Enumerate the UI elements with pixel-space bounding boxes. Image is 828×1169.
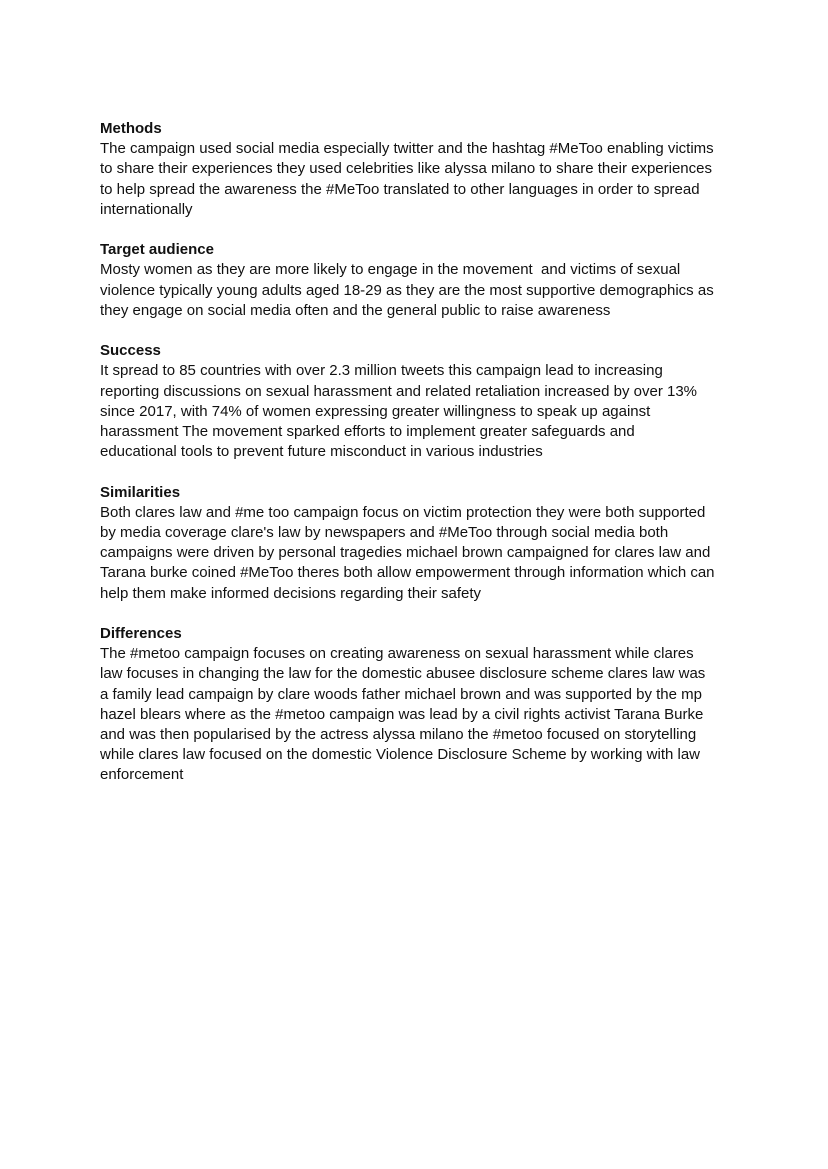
paragraph-line: educational tools to prevent future misconduct in various industries [100, 443, 543, 461]
paragraph-line: they engage on social media often and the general public to raise awareness [100, 301, 611, 319]
paragraph-line: a family lead campaign by clare woods father michael brown and was supported by the mp [100, 685, 702, 703]
section-differences [100, 624, 760, 786]
section-methods [100, 119, 760, 220]
paragraph-line: internationally [100, 200, 193, 218]
paragraph-line: reporting discussions on sexual harassment and related retaliation increased by over 13% [100, 382, 698, 400]
paragraph-line: to help spread the awareness the #MeToo translated to other languages in order to spread [100, 180, 700, 198]
paragraph-line: The #metoo campaign focuses on creating awareness on sexual harassment while clares [100, 645, 694, 663]
section-success [100, 341, 760, 462]
paragraph-line: Both clares law and #me too campaign focus on victim protection they were both supported [100, 503, 706, 521]
paragraph-line: law focuses in changing the law for the domestic abusee disclosure scheme clares law was [100, 665, 706, 683]
section-heading: Success [100, 342, 161, 360]
paragraph-line: The campaign used social media especially twitter and the hashtag #MeToo enabling victims [100, 140, 714, 158]
section-heading: Similarities [100, 483, 181, 501]
document-page [100, 119, 760, 806]
paragraph-line: enforcement [100, 766, 184, 784]
paragraph-line: by media coverage clare's law by newspapers and #MeToo through social media both [100, 524, 669, 542]
paragraph-line: to share their experiences they used celebrities like alyssa milano to share their experiences [100, 160, 712, 178]
section-heading: Methods [100, 120, 162, 137]
paragraph-line: and was then popularised by the actress alyssa milano the #metoo focused on storytelling [100, 726, 697, 744]
section-target-audience [100, 240, 760, 321]
paragraph-line: Mosty women as they are more likely to engage in the movement and victims of sexual [100, 261, 681, 279]
paragraph-line: hazel blears where as the #metoo campaign was lead by a civil rights activist Tarana Burke [100, 705, 704, 723]
paragraph-line: help them make informed decisions regarding their safety [100, 584, 482, 602]
section-heading: Target audience [100, 241, 214, 259]
paragraph-line: It spread to 85 countries with over 2.3 million tweets this campaign lead to increasing [100, 362, 663, 380]
paragraph-line: since 2017, with 74% of women expressing greater willingness to speak up against [100, 402, 651, 420]
paragraph-line: campaigns were driven by personal tragedies michael brown campaigned for clares law and [100, 544, 711, 562]
section-similarities [100, 483, 760, 604]
paragraph-line: harassment The movement sparked efforts to implement greater safeguards and [100, 423, 635, 441]
paragraph-line: violence typically young adults aged 18-29 as they are the most supportive demographics as [100, 281, 714, 299]
paragraph-line: while clares law focused on the domestic Violence Disclosure Scheme by working with law [100, 746, 700, 764]
section-heading: Differences [100, 625, 182, 643]
paragraph-line: Tarana burke coined #MeToo theres both allow empowerment through information which can [100, 564, 715, 582]
